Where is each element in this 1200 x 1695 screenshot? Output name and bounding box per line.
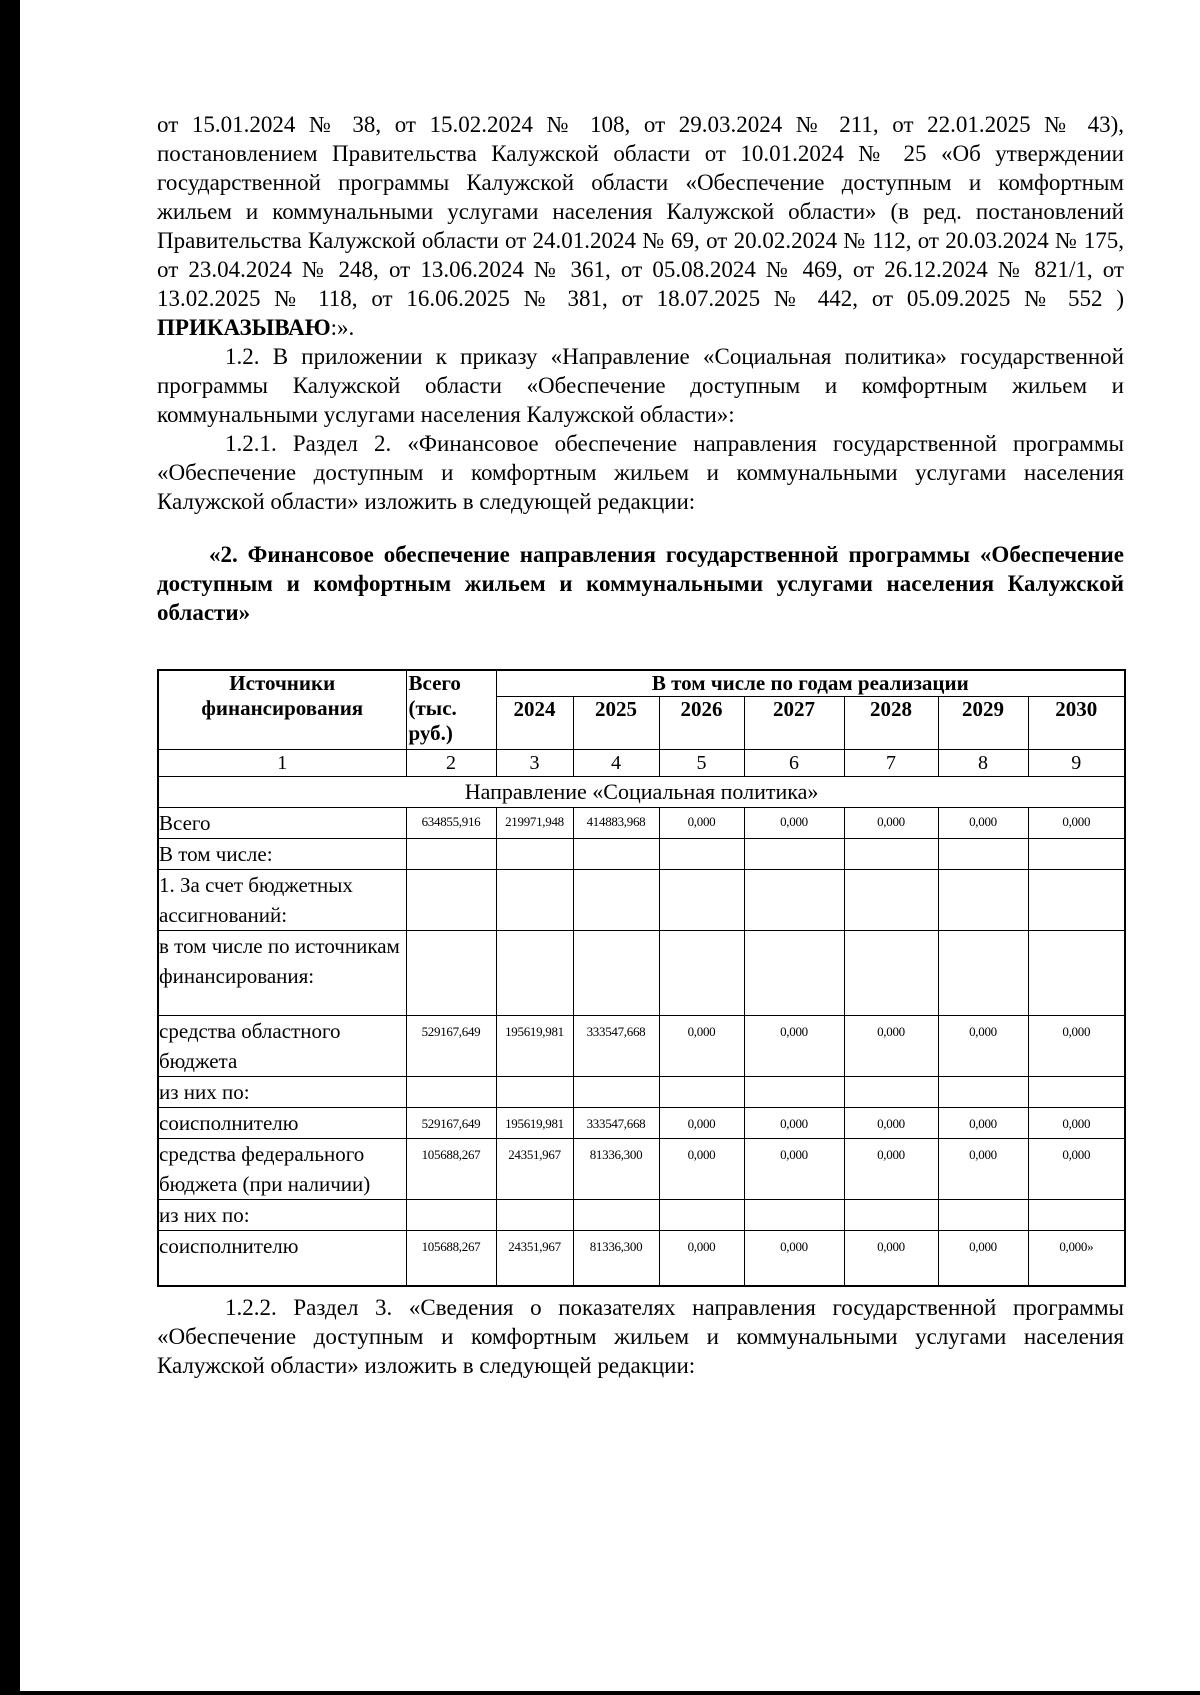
row-label: средства федерального бюджета (при наличии) [158,1139,406,1200]
value-cell [659,931,744,1016]
column-number: 9 [1028,750,1125,777]
header-year: 2030 [1028,697,1125,750]
value-cell [1028,931,1125,1016]
header-year: 2028 [844,697,938,750]
value-cell: 0,000 [844,1139,938,1200]
header-year: 2025 [573,697,659,750]
value-cell [406,1200,496,1231]
value-cell [659,1077,744,1108]
value-cell [844,931,938,1016]
value-cell: 0,000 [938,1231,1028,1286]
table-row [158,1016,1125,1077]
value-cell: 195619,981 [496,1016,573,1077]
header-year: 2024 [496,697,573,750]
value-cell [573,1077,659,1108]
value-cell [744,870,844,931]
column-number: 7 [844,750,938,777]
value-cell [406,870,496,931]
value-cell: 105688,267 [406,1231,496,1286]
order-suffix: :». [330,315,355,340]
value-cell [573,931,659,1016]
value-cell: 0,000 [744,1231,844,1286]
value-cell: 414883,968 [573,808,659,839]
section-heading: «2. Финансовое обеспечение направления государственной программы «Обеспечение доступным и комфортным жильем и коммунальными услугами населения Калужской области» [157,542,1124,625]
value-cell: 333547,668 [573,1108,659,1139]
value-cell [844,870,938,931]
table-row [158,1200,1125,1231]
value-cell: 0,000 [1028,808,1125,839]
value-cell [496,839,573,870]
header-years-group: В том числе по годам реализации [496,670,1125,697]
value-cell: 0,000 [844,1231,938,1286]
value-cell: 81336,300 [573,1231,659,1286]
value-cell [1028,839,1125,870]
value-cell: 0,000 [844,808,938,839]
value-cell: 0,000 [938,1016,1028,1077]
value-cell [573,839,659,870]
value-cell [573,870,659,931]
column-number: 1 [158,750,406,777]
value-cell: 0,000 [659,1231,744,1286]
value-cell: 529167,649 [406,1016,496,1077]
value-cell [659,1200,744,1231]
value-cell: 105688,267 [406,1139,496,1200]
value-cell: 195619,981 [496,1108,573,1139]
order-word: ПРИКАЗЫВАЮ [157,315,331,340]
value-cell: 333547,668 [573,1016,659,1077]
value-cell: 634855,916 [406,808,496,839]
table-row [158,870,1125,931]
intro-text: от 15.01.2024 № 38, от 15.02.2024 № 108, от 29.03.2024 № 211, от 22.01.2025 № 43), постановлением Правительства Калужской области от 10.01.2024 № 25 «Об утверждении государственной программы Калужской области «Обеспечение доступным и комфортным жильем и коммунальными услугами населения Калужской области» (в ред. постановлений Правительства Калужской области от 24.01.2024 № 69, от 20.02.2024 № 112, от 20.03.2024 № 175, от 23.04.2024 № 248, от 13.06.2024 № 361, от 05.08.2024 № 469, от 26.12.2024 № 821/1, от 13.02.2025 № 118, от 16.06.2025 № 381, от 18.07.2025 № 442, от 05.09.2025 № 552 ) [157,112,1124,311]
value-cell: 0,000 [938,1108,1028,1139]
value-cell [938,1200,1028,1231]
value-cell [938,1077,1028,1108]
value-cell: 0,000 [1028,1016,1125,1077]
value-cell [1028,1077,1125,1108]
section-title: Направление «Социальная политика» [158,777,1125,808]
value-cell [496,931,573,1016]
column-number: 6 [744,750,844,777]
value-cell: 0,000 [744,1139,844,1200]
value-cell [938,931,1028,1016]
value-cell: 0,000» [1028,1231,1125,1286]
value-cell: 0,000 [659,808,744,839]
section-row [158,777,1125,808]
value-cell: 0,000 [844,1108,938,1139]
clause-1-2: 1.2. В приложении к приказу «Направление «Социальная политика» государственной программы Калужской области «Обеспечение доступным и комфортным жильем и коммунальными услугами населения Калужской области»: [157,344,1124,427]
value-cell: 0,000 [938,1139,1028,1200]
header-year: 2026 [659,697,744,750]
header-source: Источники финансирования [158,670,406,750]
value-cell: 0,000 [659,1139,744,1200]
value-cell: 24351,967 [496,1231,573,1286]
value-cell [659,870,744,931]
value-cell [744,1077,844,1108]
value-cell [496,1200,573,1231]
column-number: 4 [573,750,659,777]
column-number: 2 [406,750,496,777]
value-cell: 0,000 [659,1108,744,1139]
value-cell: 0,000 [744,1108,844,1139]
value-cell [406,931,496,1016]
value-cell: 219971,948 [496,808,573,839]
table-row [158,1077,1125,1108]
row-label: 1. За счет бюджетных ассигнований: [158,870,406,931]
value-cell: 0,000 [744,808,844,839]
row-label: из них по: [158,1077,406,1108]
row-label: Всего [158,808,406,839]
document-page [157,110,1124,1380]
value-cell: 0,000 [1028,1139,1125,1200]
value-cell: 0,000 [938,808,1028,839]
scan-edge-bottom [0,1691,1200,1695]
value-cell [496,870,573,931]
row-label: средства областного бюджета [158,1016,406,1077]
column-number: 8 [938,750,1028,777]
row-label: соисполнителю [158,1231,406,1286]
column-number-row [158,750,1125,777]
value-cell [744,931,844,1016]
table-row [158,1108,1125,1139]
row-label: из них по: [158,1200,406,1231]
value-cell [496,1077,573,1108]
clause-1-2-2: 1.2.2. Раздел 3. «Сведения о показателях направления государственной программы «Обеспечение доступным и комфортным жильем и коммунальными услугами населения Калужской области» изложить в следующей редакции: [157,1294,1124,1378]
value-cell: 529167,649 [406,1108,496,1139]
table-row [158,931,1125,1016]
value-cell: 0,000 [844,1016,938,1077]
value-cell: 0,000 [659,1016,744,1077]
scan-edge-left [0,0,20,1695]
clause-1-2-1: 1.2.1. Раздел 2. «Финансовое обеспечение направления государственной программы «Обеспечение доступным и комфортным жильем и коммунальными услугами населения Калужской области» изложить в следующей редакции: [157,431,1124,514]
header-year: 2027 [744,697,844,750]
value-cell [659,839,744,870]
table-row [158,839,1125,870]
value-cell [744,839,844,870]
intro-paragraph [157,110,1124,342]
value-cell [744,1200,844,1231]
header-total: Всего (тыс. руб.) [406,670,496,750]
table-row [158,808,1125,839]
column-number: 5 [659,750,744,777]
value-cell: 81336,300 [573,1139,659,1200]
row-label: в том числе по источникам финансирования: [158,931,406,1016]
value-cell: 24351,967 [496,1139,573,1200]
value-cell [1028,1200,1125,1231]
value-cell [844,1077,938,1108]
table-row [158,1231,1125,1286]
table-row [158,1139,1125,1200]
column-number: 3 [496,750,573,777]
value-cell [406,839,496,870]
value-cell [573,1200,659,1231]
value-cell [844,1200,938,1231]
header-year: 2029 [938,697,1028,750]
value-cell [844,839,938,870]
value-cell [938,870,1028,931]
value-cell [406,1077,496,1108]
value-cell: 0,000 [744,1016,844,1077]
row-label: соисполнителю [158,1108,406,1139]
value-cell [938,839,1028,870]
financing-table [157,669,1126,1287]
value-cell [1028,870,1125,931]
row-label: В том числе: [158,839,406,870]
value-cell: 0,000 [1028,1108,1125,1139]
